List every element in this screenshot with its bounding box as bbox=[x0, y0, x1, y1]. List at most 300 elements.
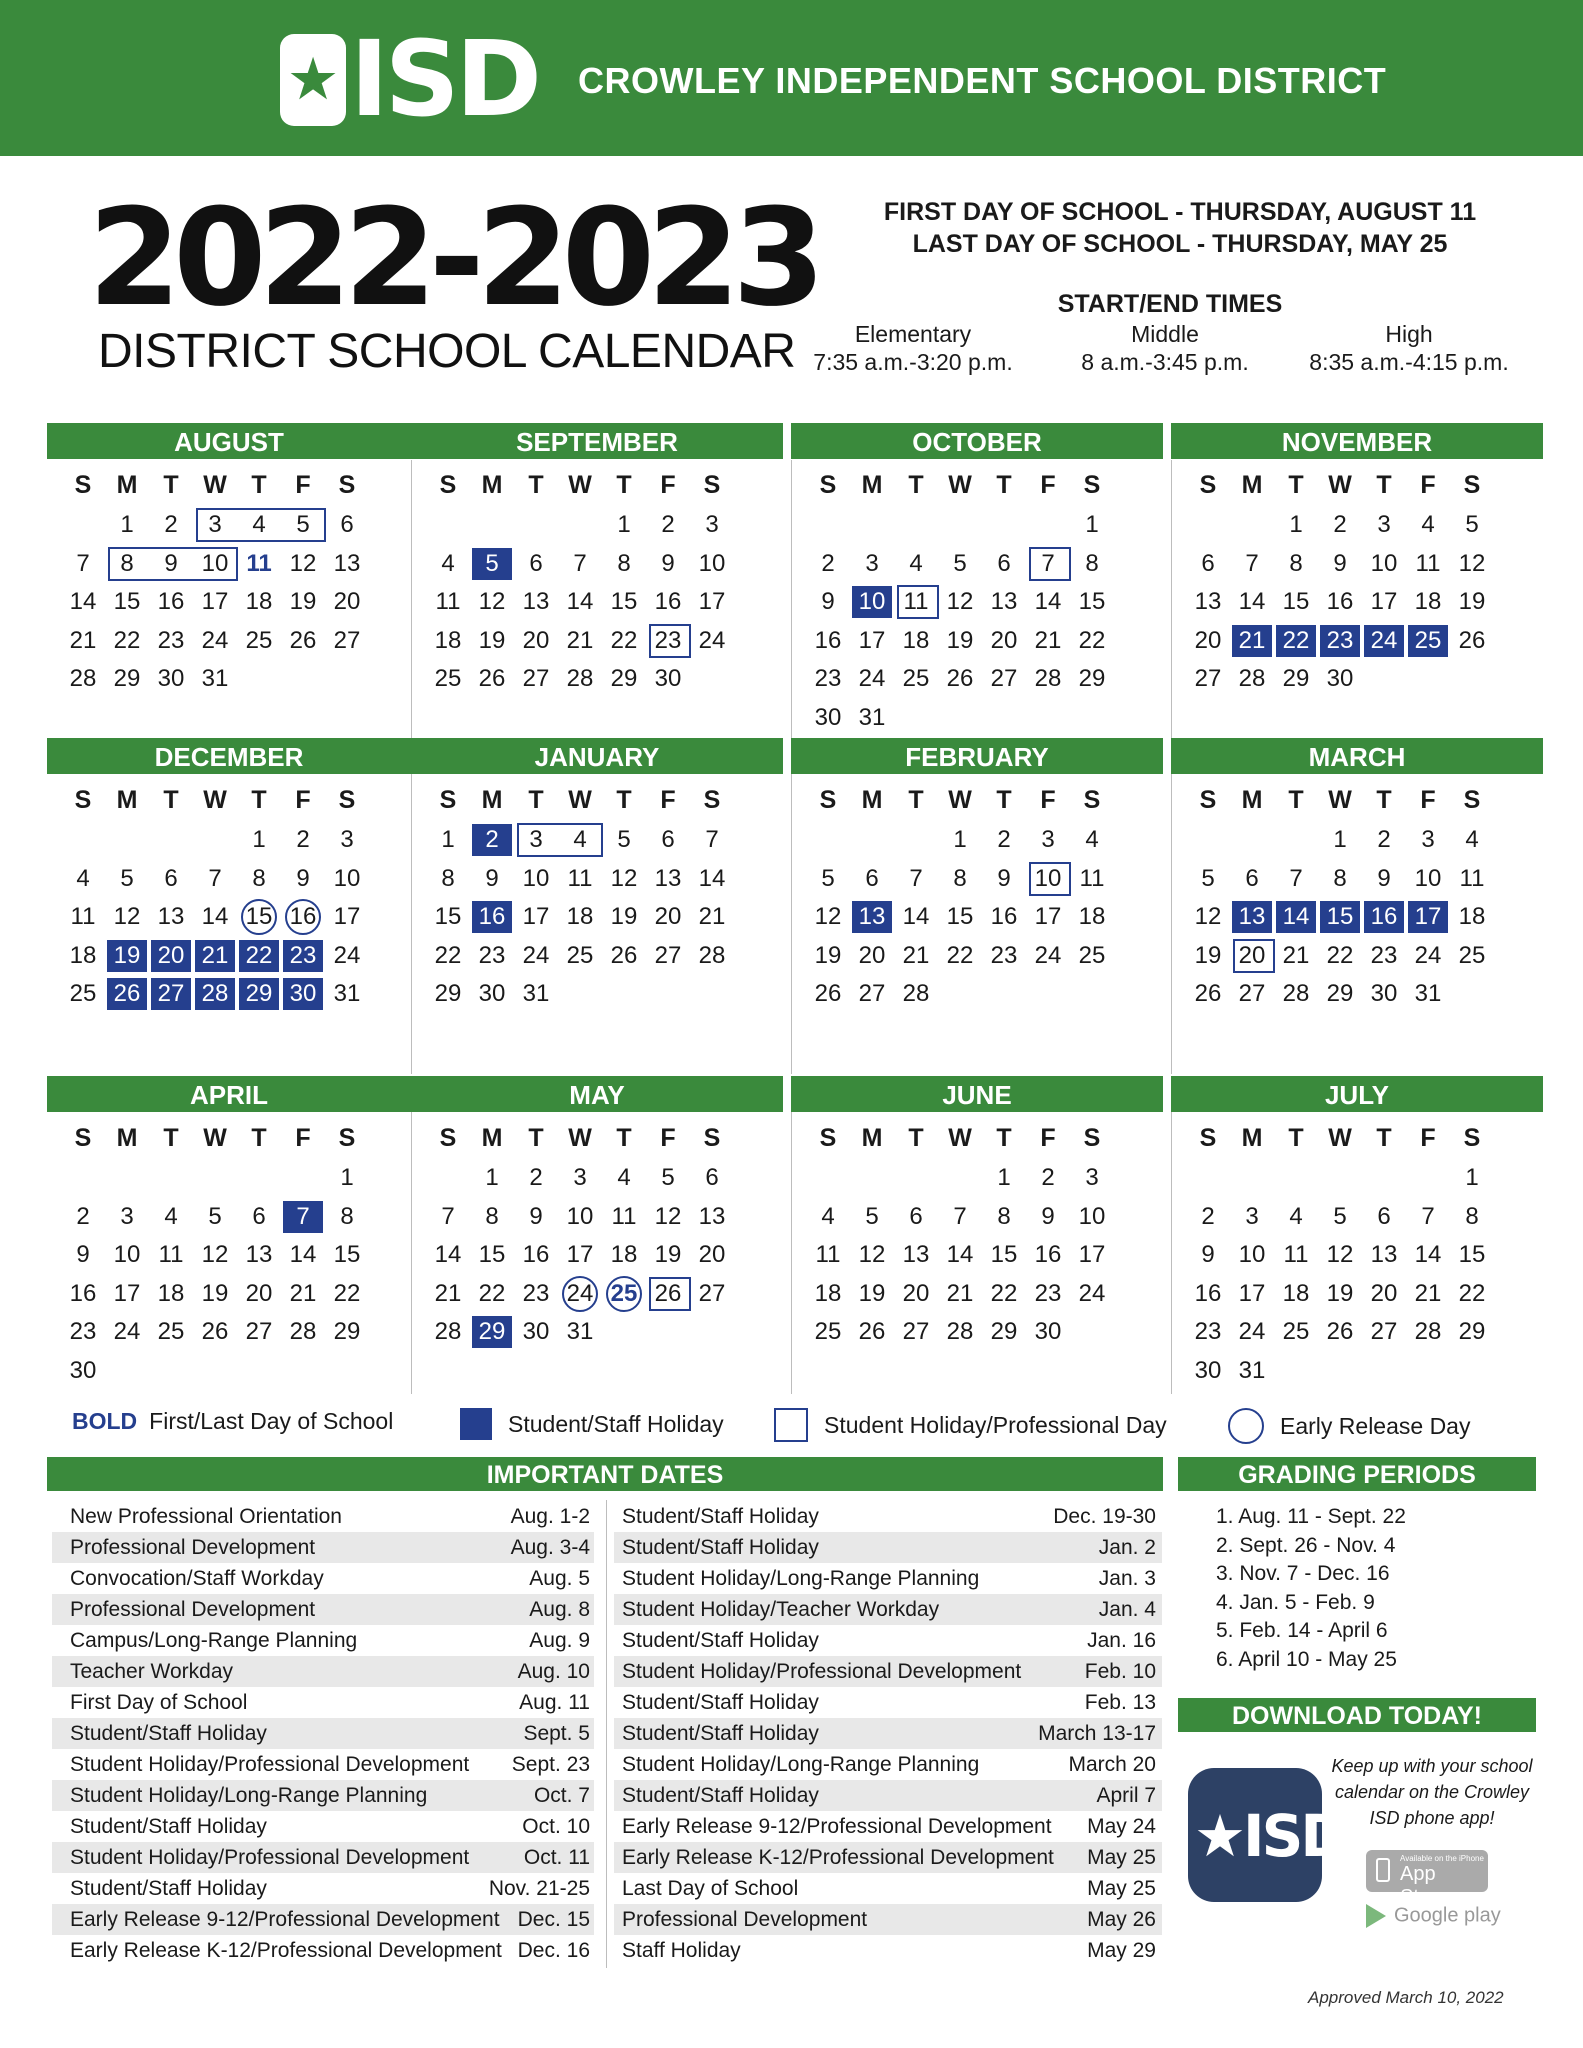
calendar-day[interactable]: 1 bbox=[1289, 511, 1303, 538]
calendar-day[interactable]: 6 bbox=[909, 1202, 923, 1230]
calendar-day[interactable]: 12 bbox=[478, 588, 506, 616]
calendar-day[interactable]: 11 bbox=[903, 588, 929, 616]
calendar-day[interactable]: 27 bbox=[858, 980, 886, 1008]
calendar-day[interactable]: 21 bbox=[566, 626, 594, 654]
calendar-day[interactable]: 28 bbox=[566, 665, 594, 693]
calendar-day[interactable]: 6 bbox=[1245, 864, 1259, 892]
calendar-day[interactable]: 21 bbox=[698, 903, 726, 931]
calendar-day[interactable]: 10 bbox=[522, 864, 550, 892]
calendar-day[interactable]: 15 bbox=[333, 1241, 361, 1269]
calendar-day[interactable]: 20 bbox=[333, 588, 361, 616]
calendar-day[interactable]: 13 bbox=[902, 1241, 930, 1269]
calendar-day[interactable]: 4 bbox=[1085, 826, 1099, 853]
calendar-day[interactable]: 24 bbox=[1034, 941, 1062, 969]
calendar-day[interactable]: 14 bbox=[434, 1241, 462, 1269]
calendar-day[interactable]: 30 bbox=[157, 665, 185, 693]
calendar-day[interactable]: 8 bbox=[1333, 864, 1347, 892]
calendar-day[interactable]: 11 bbox=[246, 549, 272, 577]
calendar-day[interactable]: 7 bbox=[1041, 549, 1055, 577]
calendar-day[interactable]: 29 bbox=[990, 1318, 1018, 1346]
calendar-day[interactable]: 1 bbox=[617, 511, 631, 538]
calendar-day[interactable]: 25 bbox=[1458, 941, 1486, 969]
calendar-day[interactable]: 23 bbox=[69, 1318, 97, 1346]
calendar-day[interactable]: 6 bbox=[705, 1164, 719, 1191]
calendar-day[interactable]: 15 bbox=[478, 1241, 506, 1269]
calendar-day[interactable]: 26 bbox=[1194, 980, 1222, 1008]
calendar-day[interactable]: 28 bbox=[195, 978, 235, 1010]
calendar-day[interactable]: 13 bbox=[654, 864, 682, 892]
calendar-day[interactable]: 29 bbox=[1282, 665, 1310, 693]
calendar-day[interactable]: 31 bbox=[1414, 980, 1442, 1008]
calendar-day[interactable]: 23 bbox=[1370, 941, 1398, 969]
calendar-day[interactable]: 16 bbox=[1364, 901, 1404, 933]
calendar-day[interactable]: 17 bbox=[858, 626, 886, 654]
calendar-day[interactable]: 23 bbox=[283, 940, 323, 972]
calendar-day[interactable]: 2 bbox=[472, 824, 512, 856]
calendar-day[interactable]: 17 bbox=[201, 588, 229, 616]
calendar-day[interactable]: 26 bbox=[610, 941, 638, 969]
calendar-day[interactable]: 29 bbox=[239, 978, 279, 1010]
calendar-day[interactable]: 18 bbox=[610, 1241, 638, 1269]
calendar-day[interactable]: 13 bbox=[333, 549, 361, 577]
calendar-day[interactable]: 2 bbox=[1041, 1164, 1055, 1191]
calendar-day[interactable]: 2 bbox=[1333, 511, 1347, 538]
calendar-day[interactable]: 20 bbox=[1238, 941, 1266, 969]
calendar-day[interactable]: 22 bbox=[333, 1279, 361, 1307]
calendar-day[interactable]: 30 bbox=[814, 704, 842, 731]
calendar-day[interactable]: 8 bbox=[617, 549, 631, 577]
calendar-day[interactable]: 4 bbox=[1289, 1202, 1303, 1230]
calendar-day[interactable]: 30 bbox=[69, 1357, 97, 1384]
calendar-day[interactable]: 23 bbox=[1320, 625, 1360, 657]
calendar-day[interactable]: 6 bbox=[1201, 549, 1215, 577]
calendar-day[interactable]: 26 bbox=[858, 1318, 886, 1346]
calendar-day[interactable]: 23 bbox=[522, 1279, 550, 1307]
calendar-day[interactable]: 19 bbox=[654, 1241, 682, 1269]
calendar-day[interactable]: 19 bbox=[858, 1279, 886, 1307]
calendar-day[interactable]: 22 bbox=[1276, 625, 1316, 657]
calendar-day[interactable]: 7 bbox=[1245, 549, 1259, 577]
calendar-day[interactable]: 15 bbox=[1078, 588, 1106, 616]
calendar-day[interactable]: 13 bbox=[990, 588, 1018, 616]
calendar-day[interactable]: 10 bbox=[566, 1202, 594, 1230]
calendar-day[interactable]: 28 bbox=[1238, 665, 1266, 693]
calendar-day[interactable]: 22 bbox=[1458, 1279, 1486, 1307]
calendar-day[interactable]: 14 bbox=[289, 1241, 317, 1269]
calendar-day[interactable]: 25 bbox=[1078, 941, 1106, 969]
calendar-day[interactable]: 12 bbox=[289, 549, 317, 577]
calendar-day[interactable]: 9 bbox=[1333, 549, 1347, 577]
calendar-day[interactable]: 17 bbox=[1034, 903, 1062, 931]
calendar-day[interactable]: 16 bbox=[522, 1241, 550, 1269]
calendar-day[interactable]: 20 bbox=[654, 903, 682, 931]
calendar-day[interactable]: 12 bbox=[201, 1241, 229, 1269]
calendar-day[interactable]: 1 bbox=[252, 826, 266, 853]
calendar-day[interactable]: 24 bbox=[698, 626, 726, 654]
calendar-day[interactable]: 18 bbox=[814, 1279, 842, 1307]
calendar-day[interactable]: 24 bbox=[562, 1276, 598, 1312]
calendar-day[interactable]: 14 bbox=[69, 588, 97, 616]
calendar-day[interactable]: 18 bbox=[69, 941, 97, 969]
calendar-day[interactable]: 27 bbox=[654, 941, 682, 969]
calendar-day[interactable]: 22 bbox=[113, 626, 141, 654]
calendar-day[interactable]: 28 bbox=[434, 1318, 462, 1346]
calendar-day[interactable]: 2 bbox=[296, 826, 310, 853]
calendar-day[interactable]: 26 bbox=[814, 980, 842, 1008]
calendar-day[interactable]: 23 bbox=[1194, 1318, 1222, 1346]
google-play-badge[interactable] bbox=[1366, 1904, 1501, 1928]
calendar-day[interactable]: 21 bbox=[434, 1279, 462, 1307]
calendar-day[interactable]: 19 bbox=[107, 940, 147, 972]
calendar-day[interactable]: 10 bbox=[1078, 1202, 1106, 1230]
calendar-day[interactable]: 17 bbox=[698, 588, 726, 616]
calendar-day[interactable]: 5 bbox=[208, 1202, 222, 1230]
calendar-day[interactable]: 28 bbox=[1034, 665, 1062, 693]
calendar-day[interactable]: 11 bbox=[158, 1241, 184, 1269]
calendar-day[interactable]: 3 bbox=[208, 511, 222, 538]
calendar-day[interactable]: 26 bbox=[289, 626, 317, 654]
calendar-day[interactable]: 8 bbox=[485, 1202, 499, 1230]
calendar-day[interactable]: 27 bbox=[698, 1279, 726, 1307]
calendar-day[interactable]: 6 bbox=[1377, 1202, 1391, 1230]
calendar-day[interactable]: 20 bbox=[522, 626, 550, 654]
calendar-day[interactable]: 10 bbox=[698, 549, 726, 577]
calendar-day[interactable]: 5 bbox=[1465, 511, 1479, 538]
calendar-day[interactable]: 29 bbox=[1078, 665, 1106, 693]
calendar-day[interactable]: 23 bbox=[157, 626, 185, 654]
calendar-day[interactable]: 31 bbox=[201, 665, 229, 693]
calendar-day[interactable]: 21 bbox=[946, 1279, 974, 1307]
app-store-badge[interactable] bbox=[1366, 1850, 1488, 1908]
calendar-day[interactable]: 7 bbox=[1289, 864, 1303, 892]
calendar-day[interactable]: 3 bbox=[705, 511, 719, 538]
calendar-day[interactable]: 5 bbox=[296, 511, 310, 538]
calendar-day[interactable]: 20 bbox=[1194, 626, 1222, 654]
calendar-day[interactable]: 10 bbox=[333, 864, 361, 892]
calendar-day[interactable]: 9 bbox=[1041, 1202, 1055, 1230]
calendar-day[interactable]: 15 bbox=[990, 1241, 1018, 1269]
calendar-day[interactable]: 28 bbox=[1414, 1318, 1442, 1346]
calendar-day[interactable]: 15 bbox=[1458, 1241, 1486, 1269]
app-icon[interactable] bbox=[1188, 1768, 1346, 1902]
calendar-day[interactable]: 22 bbox=[1078, 626, 1106, 654]
calendar-day[interactable]: 12 bbox=[610, 864, 638, 892]
calendar-day[interactable]: 27 bbox=[522, 665, 550, 693]
calendar-day[interactable]: 4 bbox=[441, 549, 455, 577]
calendar-day[interactable]: 11 bbox=[567, 864, 593, 892]
calendar-day[interactable]: 18 bbox=[434, 626, 462, 654]
calendar-day[interactable]: 17 bbox=[1238, 1279, 1266, 1307]
calendar-day[interactable]: 3 bbox=[1085, 1164, 1099, 1191]
calendar-day[interactable]: 31 bbox=[333, 980, 361, 1008]
calendar-day[interactable]: 5 bbox=[821, 864, 835, 892]
calendar-day[interactable]: 12 bbox=[858, 1241, 886, 1269]
calendar-day[interactable]: 6 bbox=[340, 511, 354, 538]
calendar-day[interactable]: 14 bbox=[1238, 588, 1266, 616]
calendar-day[interactable]: 6 bbox=[865, 864, 879, 892]
calendar-day[interactable]: 23 bbox=[990, 941, 1018, 969]
calendar-day[interactable]: 1 bbox=[120, 511, 134, 538]
calendar-day[interactable]: 4 bbox=[617, 1164, 631, 1191]
calendar-day[interactable]: 26 bbox=[201, 1318, 229, 1346]
calendar-day[interactable]: 6 bbox=[164, 864, 178, 892]
calendar-day[interactable]: 8 bbox=[120, 549, 134, 577]
calendar-day[interactable]: 15 bbox=[434, 903, 462, 931]
calendar-day[interactable]: 12 bbox=[654, 1202, 682, 1230]
calendar-day[interactable]: 8 bbox=[1289, 549, 1303, 577]
calendar-day[interactable]: 25 bbox=[814, 1318, 842, 1346]
calendar-day[interactable]: 27 bbox=[1194, 665, 1222, 693]
calendar-day[interactable]: 30 bbox=[1034, 1318, 1062, 1346]
calendar-day[interactable]: 1 bbox=[1465, 1164, 1479, 1191]
calendar-day[interactable]: 8 bbox=[997, 1202, 1011, 1230]
calendar-day[interactable]: 21 bbox=[69, 626, 97, 654]
calendar-day[interactable]: 28 bbox=[289, 1318, 317, 1346]
calendar-day[interactable]: 25 bbox=[566, 941, 594, 969]
calendar-day[interactable]: 2 bbox=[1377, 826, 1391, 853]
calendar-day[interactable]: 1 bbox=[485, 1164, 499, 1191]
calendar-day[interactable]: 31 bbox=[522, 980, 550, 1008]
calendar-day[interactable]: 11 bbox=[435, 588, 461, 616]
calendar-day[interactable]: 5 bbox=[120, 864, 134, 892]
calendar-day[interactable]: 22 bbox=[239, 940, 279, 972]
calendar-day[interactable]: 12 bbox=[814, 903, 842, 931]
calendar-day[interactable]: 27 bbox=[1370, 1318, 1398, 1346]
calendar-day[interactable]: 15 bbox=[241, 899, 277, 935]
calendar-day[interactable]: 14 bbox=[1276, 901, 1316, 933]
calendar-day[interactable]: 4 bbox=[573, 826, 587, 853]
calendar-day[interactable]: 7 bbox=[1421, 1202, 1435, 1230]
calendar-day[interactable]: 7 bbox=[953, 1202, 967, 1230]
calendar-day[interactable]: 10 bbox=[201, 549, 229, 577]
calendar-day[interactable]: 1 bbox=[340, 1164, 354, 1191]
calendar-day[interactable]: 16 bbox=[990, 903, 1018, 931]
calendar-day[interactable]: 7 bbox=[573, 549, 587, 577]
calendar-day[interactable]: 14 bbox=[902, 903, 930, 931]
calendar-day[interactable]: 9 bbox=[1377, 864, 1391, 892]
calendar-day[interactable]: 15 bbox=[1320, 901, 1360, 933]
calendar-day[interactable]: 30 bbox=[654, 665, 682, 693]
calendar-day[interactable]: 20 bbox=[1370, 1279, 1398, 1307]
calendar-day[interactable]: 30 bbox=[1370, 980, 1398, 1008]
calendar-day[interactable]: 8 bbox=[1085, 549, 1099, 577]
calendar-day[interactable]: 26 bbox=[654, 1279, 682, 1307]
calendar-day[interactable]: 21 bbox=[1232, 625, 1272, 657]
calendar-day[interactable]: 7 bbox=[283, 1201, 323, 1233]
calendar-day[interactable]: 7 bbox=[208, 864, 222, 892]
calendar-day[interactable]: 3 bbox=[1421, 826, 1435, 853]
calendar-day[interactable]: 16 bbox=[285, 899, 321, 935]
calendar-day[interactable]: 1 bbox=[953, 826, 967, 853]
calendar-day[interactable]: 30 bbox=[478, 980, 506, 1008]
calendar-day[interactable]: 2 bbox=[76, 1202, 90, 1230]
calendar-day[interactable]: 19 bbox=[946, 626, 974, 654]
calendar-day[interactable]: 12 bbox=[946, 588, 974, 616]
calendar-day[interactable]: 29 bbox=[1458, 1318, 1486, 1346]
calendar-day[interactable]: 17 bbox=[1408, 901, 1448, 933]
calendar-day[interactable]: 16 bbox=[157, 588, 185, 616]
calendar-day[interactable]: 13 bbox=[1370, 1241, 1398, 1269]
calendar-day[interactable]: 14 bbox=[698, 864, 726, 892]
calendar-day[interactable]: 6 bbox=[252, 1202, 266, 1230]
calendar-day[interactable]: 15 bbox=[1282, 588, 1310, 616]
calendar-day[interactable]: 7 bbox=[76, 549, 90, 577]
calendar-day[interactable]: 20 bbox=[902, 1279, 930, 1307]
calendar-day[interactable]: 24 bbox=[113, 1318, 141, 1346]
calendar-day[interactable]: 16 bbox=[472, 901, 512, 933]
calendar-day[interactable]: 9 bbox=[997, 864, 1011, 892]
calendar-day[interactable]: 2 bbox=[1201, 1202, 1215, 1230]
calendar-day[interactable]: 15 bbox=[113, 588, 141, 616]
calendar-day[interactable]: 16 bbox=[814, 626, 842, 654]
calendar-day[interactable]: 25 bbox=[1282, 1318, 1310, 1346]
calendar-day[interactable]: 24 bbox=[1414, 941, 1442, 969]
calendar-day[interactable]: 23 bbox=[814, 665, 842, 693]
calendar-day[interactable]: 29 bbox=[472, 1316, 512, 1348]
calendar-day[interactable]: 13 bbox=[157, 903, 185, 931]
calendar-day[interactable]: 17 bbox=[566, 1241, 594, 1269]
calendar-day[interactable]: 25 bbox=[1408, 625, 1448, 657]
calendar-day[interactable]: 14 bbox=[1034, 588, 1062, 616]
calendar-day[interactable]: 16 bbox=[69, 1279, 97, 1307]
calendar-day[interactable]: 25 bbox=[245, 626, 273, 654]
calendar-day[interactable]: 12 bbox=[1458, 549, 1486, 577]
calendar-day[interactable]: 22 bbox=[1326, 941, 1354, 969]
calendar-day[interactable]: 3 bbox=[340, 826, 354, 853]
calendar-day[interactable]: 3 bbox=[1377, 511, 1391, 538]
calendar-day[interactable]: 5 bbox=[472, 548, 512, 580]
calendar-day[interactable]: 18 bbox=[1458, 903, 1486, 931]
calendar-day[interactable]: 24 bbox=[1364, 625, 1404, 657]
calendar-day[interactable]: 2 bbox=[821, 549, 835, 577]
calendar-day[interactable]: 29 bbox=[434, 980, 462, 1008]
calendar-day[interactable]: 9 bbox=[296, 864, 310, 892]
calendar-day[interactable]: 21 bbox=[289, 1279, 317, 1307]
calendar-day[interactable]: 30 bbox=[283, 978, 323, 1010]
calendar-day[interactable]: 5 bbox=[953, 549, 967, 577]
calendar-day[interactable]: 19 bbox=[478, 626, 506, 654]
calendar-day[interactable]: 29 bbox=[1326, 980, 1354, 1008]
calendar-day[interactable]: 24 bbox=[522, 941, 550, 969]
calendar-day[interactable]: 24 bbox=[333, 941, 361, 969]
calendar-day[interactable]: 18 bbox=[1282, 1279, 1310, 1307]
calendar-day[interactable]: 16 bbox=[1034, 1241, 1062, 1269]
calendar-day[interactable]: 16 bbox=[654, 588, 682, 616]
calendar-day[interactable]: 3 bbox=[529, 826, 543, 853]
calendar-day[interactable]: 11 bbox=[611, 1202, 637, 1230]
calendar-day[interactable]: 17 bbox=[1078, 1241, 1106, 1269]
calendar-day[interactable]: 15 bbox=[946, 903, 974, 931]
calendar-day[interactable]: 26 bbox=[107, 978, 147, 1010]
calendar-day[interactable]: 20 bbox=[990, 626, 1018, 654]
calendar-day[interactable]: 25 bbox=[902, 665, 930, 693]
calendar-day[interactable]: 3 bbox=[120, 1202, 134, 1230]
calendar-day[interactable]: 5 bbox=[1333, 1202, 1347, 1230]
calendar-day[interactable]: 8 bbox=[1465, 1202, 1479, 1230]
calendar-day[interactable]: 27 bbox=[333, 626, 361, 654]
calendar-day[interactable]: 17 bbox=[1370, 588, 1398, 616]
calendar-day[interactable]: 10 bbox=[113, 1241, 141, 1269]
calendar-day[interactable]: 4 bbox=[252, 511, 266, 538]
calendar-day[interactable]: 21 bbox=[902, 941, 930, 969]
calendar-day[interactable]: 13 bbox=[245, 1241, 273, 1269]
calendar-day[interactable]: 18 bbox=[245, 588, 273, 616]
calendar-day[interactable]: 9 bbox=[164, 549, 178, 577]
calendar-day[interactable]: 2 bbox=[661, 511, 675, 538]
calendar-day[interactable]: 23 bbox=[654, 626, 682, 654]
calendar-day[interactable]: 24 bbox=[858, 665, 886, 693]
calendar-day[interactable]: 7 bbox=[441, 1202, 455, 1230]
calendar-day[interactable]: 26 bbox=[1458, 626, 1486, 654]
calendar-day[interactable]: 11 bbox=[1079, 864, 1105, 892]
calendar-day[interactable]: 10 bbox=[852, 586, 892, 618]
calendar-day[interactable]: 25 bbox=[606, 1276, 642, 1312]
calendar-day[interactable]: 19 bbox=[814, 941, 842, 969]
calendar-day[interactable]: 24 bbox=[201, 626, 229, 654]
calendar-day[interactable]: 5 bbox=[865, 1202, 879, 1230]
calendar-day[interactable]: 19 bbox=[1326, 1279, 1354, 1307]
calendar-day[interactable]: 12 bbox=[1194, 903, 1222, 931]
calendar-day[interactable]: 27 bbox=[1238, 980, 1266, 1008]
calendar-day[interactable]: 29 bbox=[333, 1318, 361, 1346]
calendar-day[interactable]: 1 bbox=[1333, 826, 1347, 853]
calendar-day[interactable]: 2 bbox=[997, 826, 1011, 853]
calendar-day[interactable]: 10 bbox=[1034, 864, 1062, 892]
calendar-day[interactable]: 28 bbox=[1282, 980, 1310, 1008]
calendar-day[interactable]: 19 bbox=[610, 903, 638, 931]
calendar-day[interactable]: 28 bbox=[698, 941, 726, 969]
calendar-day[interactable]: 18 bbox=[566, 903, 594, 931]
calendar-day[interactable]: 23 bbox=[1034, 1279, 1062, 1307]
calendar-day[interactable]: 30 bbox=[522, 1318, 550, 1346]
calendar-day[interactable]: 4 bbox=[909, 549, 923, 577]
calendar-day[interactable]: 1 bbox=[997, 1164, 1011, 1191]
calendar-day[interactable]: 18 bbox=[902, 626, 930, 654]
calendar-day[interactable]: 28 bbox=[69, 665, 97, 693]
calendar-day[interactable]: 3 bbox=[1245, 1202, 1259, 1230]
calendar-day[interactable]: 17 bbox=[113, 1279, 141, 1307]
calendar-day[interactable]: 20 bbox=[151, 940, 191, 972]
calendar-day[interactable]: 20 bbox=[245, 1279, 273, 1307]
calendar-day[interactable]: 9 bbox=[485, 864, 499, 892]
calendar-day[interactable]: 12 bbox=[1326, 1241, 1354, 1269]
calendar-day[interactable]: 11 bbox=[815, 1241, 841, 1269]
calendar-day[interactable]: 7 bbox=[705, 826, 719, 853]
calendar-day[interactable]: 18 bbox=[157, 1279, 185, 1307]
calendar-day[interactable]: 8 bbox=[953, 864, 967, 892]
calendar-day[interactable]: 13 bbox=[698, 1202, 726, 1230]
calendar-day[interactable]: 11 bbox=[70, 903, 96, 931]
calendar-day[interactable]: 25 bbox=[69, 980, 97, 1008]
calendar-day[interactable]: 21 bbox=[1414, 1279, 1442, 1307]
calendar-day[interactable]: 28 bbox=[902, 980, 930, 1008]
calendar-day[interactable]: 10 bbox=[1238, 1241, 1266, 1269]
calendar-day[interactable]: 19 bbox=[1458, 588, 1486, 616]
calendar-day[interactable]: 3 bbox=[1041, 826, 1055, 853]
calendar-day[interactable]: 19 bbox=[289, 588, 317, 616]
calendar-day[interactable]: 5 bbox=[661, 1164, 675, 1191]
calendar-day[interactable]: 29 bbox=[113, 665, 141, 693]
calendar-day[interactable]: 9 bbox=[821, 588, 835, 616]
calendar-day[interactable]: 10 bbox=[1370, 549, 1398, 577]
calendar-day[interactable]: 25 bbox=[434, 665, 462, 693]
calendar-day[interactable]: 17 bbox=[522, 903, 550, 931]
calendar-day[interactable]: 18 bbox=[1414, 588, 1442, 616]
calendar-day[interactable]: 25 bbox=[157, 1318, 185, 1346]
calendar-day[interactable]: 14 bbox=[566, 588, 594, 616]
calendar-day[interactable]: 3 bbox=[865, 549, 879, 577]
calendar-day[interactable]: 7 bbox=[909, 864, 923, 892]
